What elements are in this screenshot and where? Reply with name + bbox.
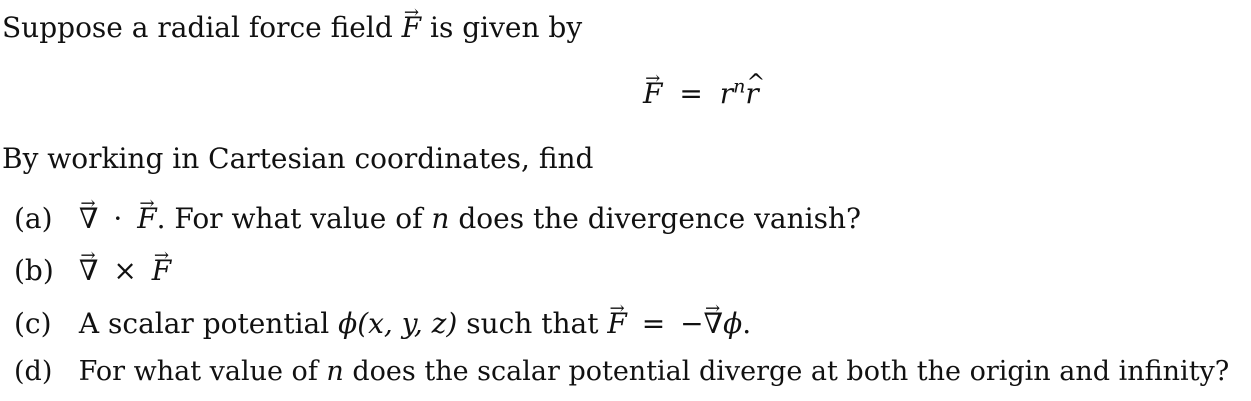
part-a-field: → F <box>137 205 156 233</box>
part-a-var: n <box>431 202 450 235</box>
part-c-nabla: → ∇ <box>704 310 724 338</box>
part-d-text2: does the scalar potential diverge at both the origin and infinity? <box>352 356 1230 387</box>
part-a-dot: · <box>113 202 123 235</box>
equation-lhs: → F <box>643 80 662 108</box>
part-c-phi: ϕ <box>338 307 358 340</box>
intro-line <box>2 11 583 44</box>
part-c-field: → F <box>607 310 626 338</box>
intro-suffix: is given by <box>430 11 583 44</box>
part-a-label: (a) <box>14 202 53 235</box>
part-c-phi2: ϕ <box>723 307 743 340</box>
instruction-text: By working in Cartesian coordinates, find <box>2 142 594 175</box>
part-a-text2: does the divergence vanish? <box>458 202 861 235</box>
equation-exponent: n <box>733 75 746 98</box>
part-d-label: (d) <box>14 356 53 387</box>
part-d-text1: For what value of <box>78 356 318 387</box>
part-b-nabla: → ∇ <box>79 257 99 285</box>
part-b-label: (b) <box>14 254 54 287</box>
part-d-var: n <box>326 356 344 387</box>
instruction-line <box>2 142 594 175</box>
part-c <box>14 307 752 340</box>
part-c-equals: = <box>641 307 666 340</box>
part-c-text2: such that <box>466 307 599 340</box>
part-d <box>14 358 1229 385</box>
part-c-minus: − <box>680 307 704 340</box>
part-b <box>14 254 172 287</box>
part-a-text1: . For what value of <box>156 202 423 235</box>
intro-prefix: Suppose a radial force field <box>2 11 393 44</box>
part-b-cross: × <box>113 254 137 287</box>
part-c-period: . <box>742 307 752 340</box>
part-c-text1: A scalar potential <box>78 307 330 340</box>
equation-unit-vector: ^ r <box>745 80 758 108</box>
equation <box>643 75 759 110</box>
intro-field-symbol: → F <box>402 14 421 42</box>
part-a-nabla: → ∇ <box>79 205 99 233</box>
equation-equals: = <box>679 77 703 110</box>
equation-base: r <box>719 77 734 110</box>
part-a <box>14 202 861 235</box>
part-c-args: (x, y, z) <box>357 307 458 340</box>
part-c-label: (c) <box>14 307 52 340</box>
part-b-field: → F <box>152 257 171 285</box>
